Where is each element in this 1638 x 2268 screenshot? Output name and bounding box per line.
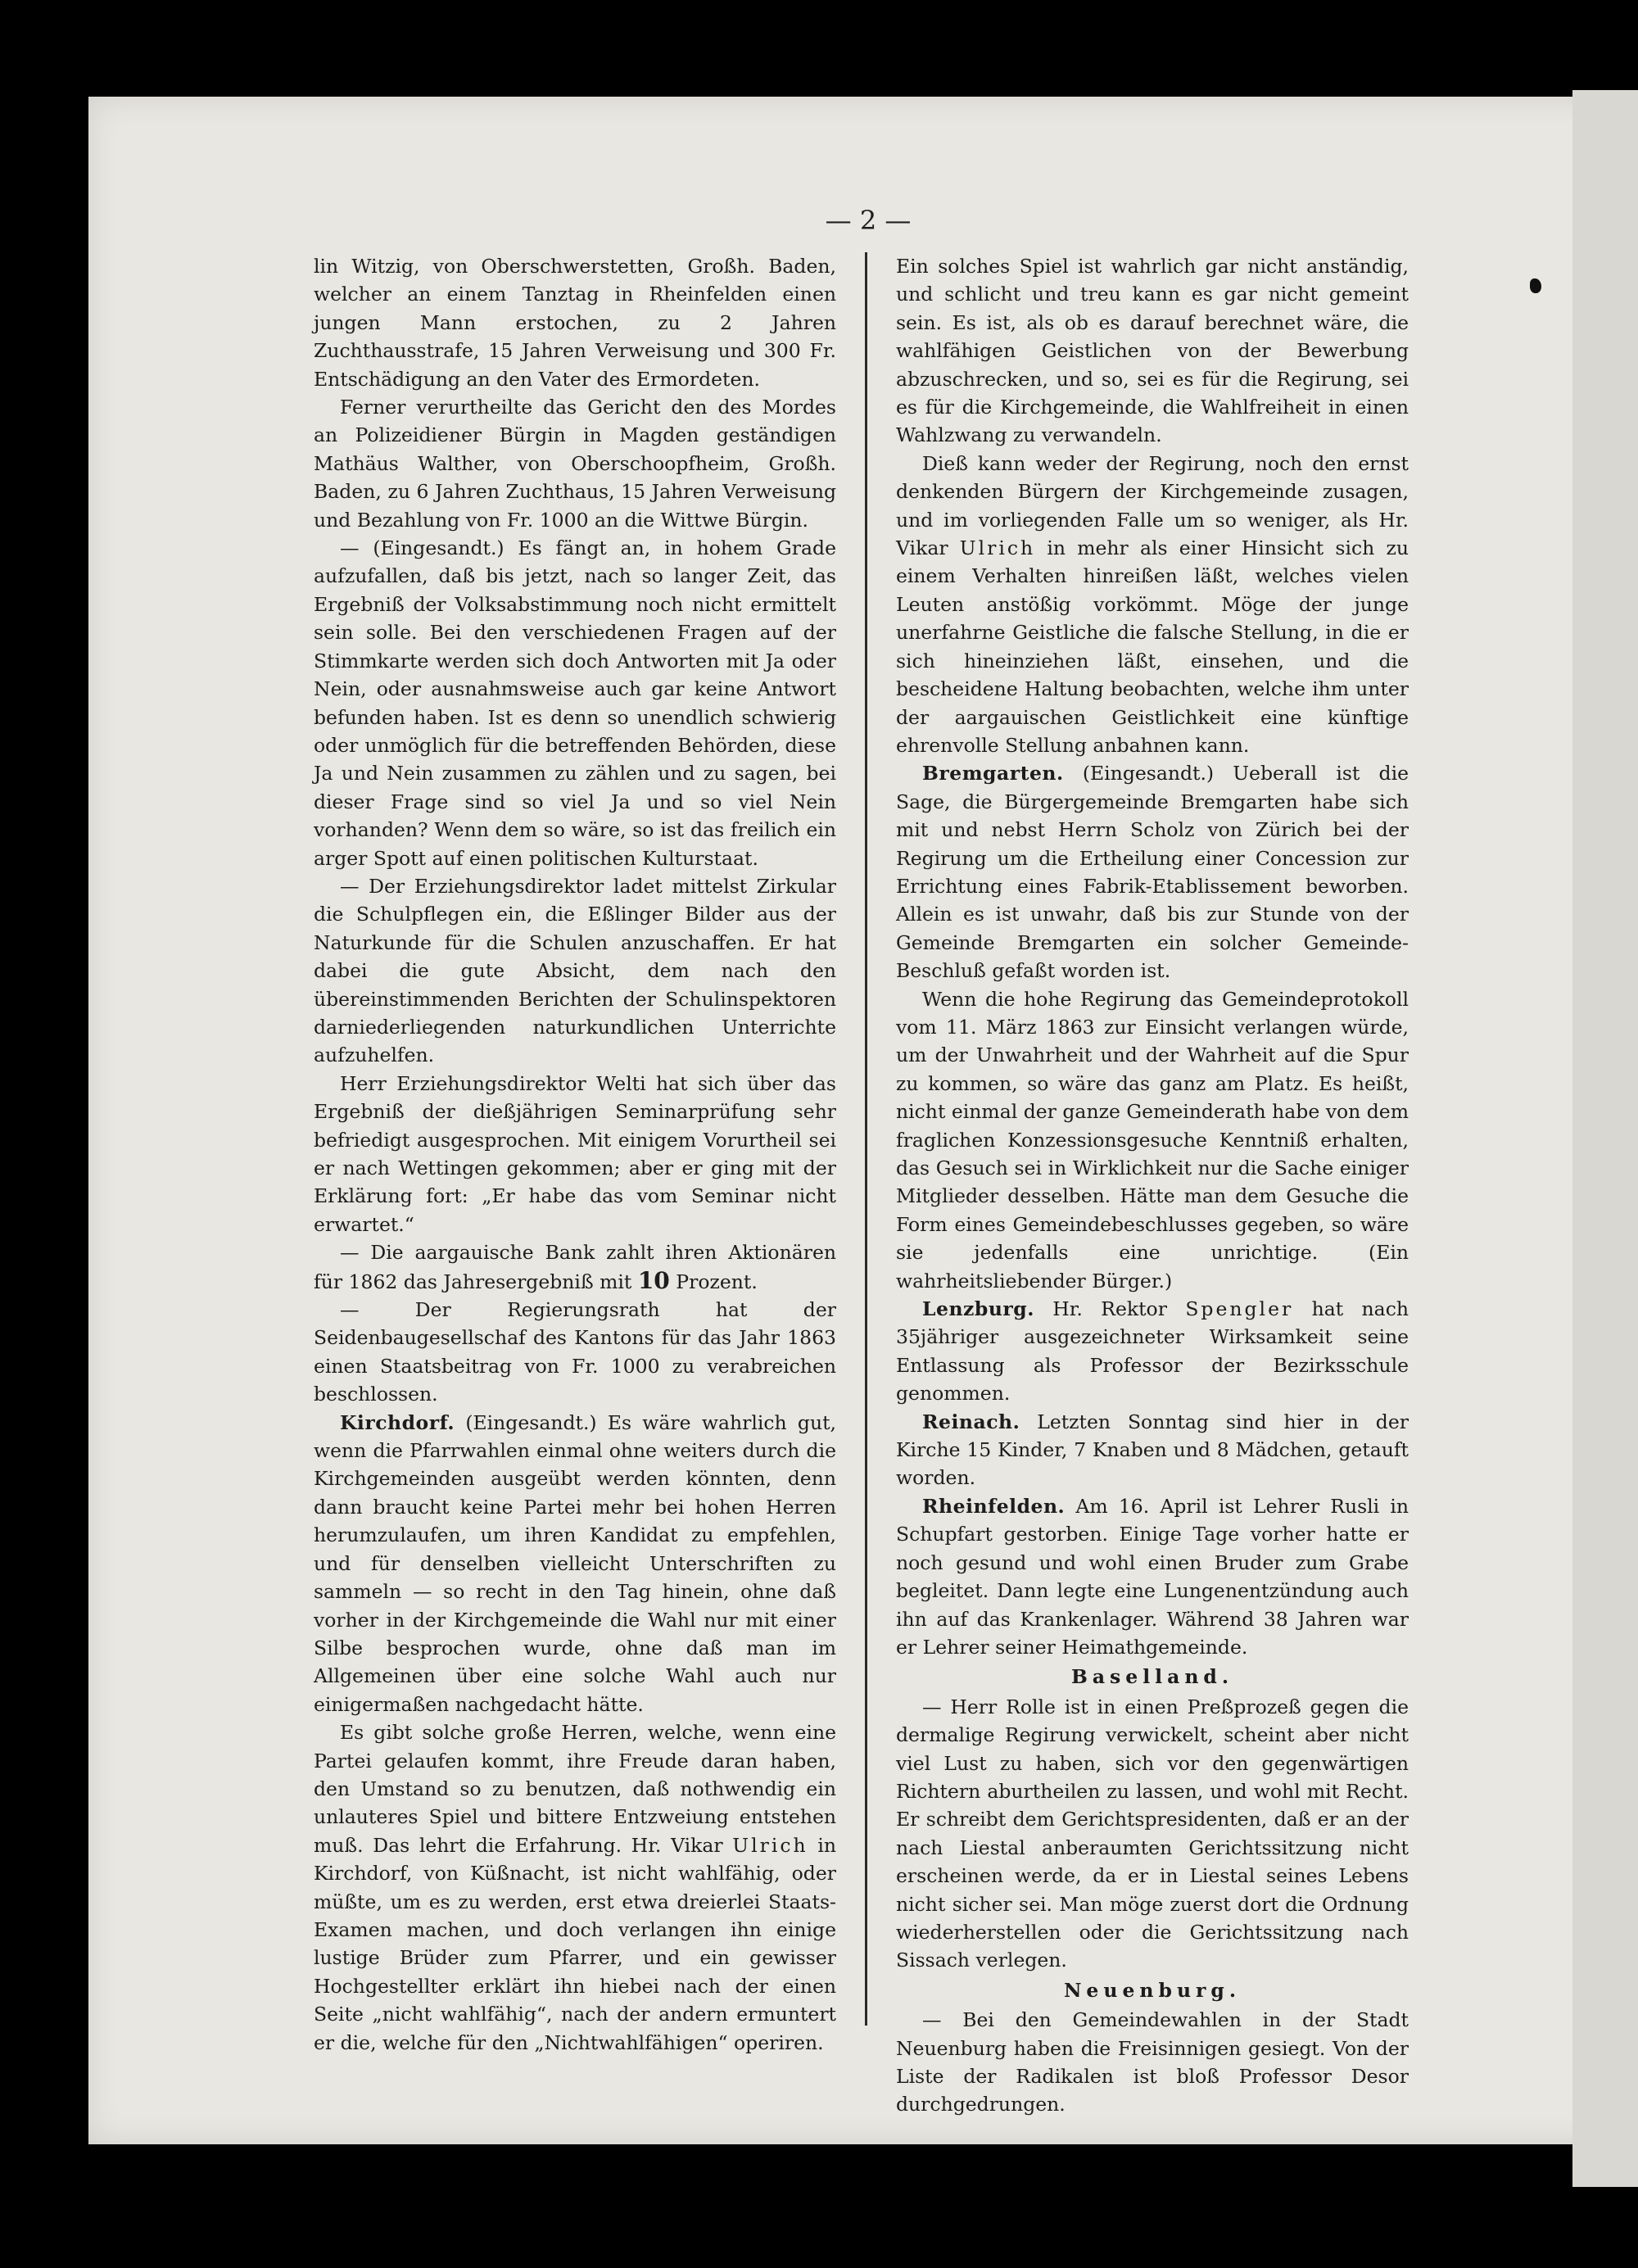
article-paragraph: Herr Erziehungsdirektor Welti hat sich über das Ergebniß der dießjährigen Seminarprüfung sehr befriedigt ausgesprochen. Mit einigem Vorurtheil sei er nach Wettingen gekommen; aber er ging mit der Erklärung fort: „Er habe das vom Seminar nicht erwartet.“ — [314, 1071, 836, 1236]
article-paragraph — [896, 1492, 1409, 1661]
text-run: (Eingesandt.) Ueberall ist die Sage, die Bürgergemeinde Bremgarten habe sich mit und nebst Herrn Scholz von Zürich bei der Regirung um die Ertheilung einer Concession zur Errichtung eines Fabrik-Etablissement beworben. Allein es ist unwahr, daß bis zur Stunde von der Gemeinde Bremgarten ein solcher Gemeinde-Beschluß gefaßt worden ist. — [896, 762, 1409, 983]
section-heading-baselland: Baselland. — [1070, 1665, 1234, 1689]
article-paragraph: — Bei den Gemeindewahlen in der Stadt Neuenburg haben die Freisinnigen gesiegt. Von der Liste der Radikalen ist bloß Professor Desor durchgedrungen. — [896, 2008, 1409, 2116]
place-name: Bremgarten. — [922, 762, 1064, 785]
text-run: hat nach 35jähriger ausgezeichneter Wirksamkeit seine Entlassung als Professor der Bezirksschule genommen. — [896, 1297, 1409, 1406]
article-paragraph: — Der Regierungsrath hat der Seidenbaugesellschaf des Kantons für das Jahr 1863 einen Staatsbeitrag von Fr. 1000 zu verabreichen beschlossen. — [314, 1298, 836, 1406]
text-run: in mehr als einer Hinsicht sich zu einem Verhalten hinreißen läßt, welches vielen Leuten anstößig vorkömmt. Möge der junge unerfahrne Geistliche die falsche Stellung, in die er sich hineinziehen läßt, einsehen, und die bescheidene Haltung beobachten, welche ihm unter der aargauischen Geistlichkeit eine künftige ehrenvolle Stellung anbahnen kann. — [896, 536, 1409, 757]
ink-speck — [1530, 278, 1541, 293]
text-run: Es gibt solche große Herren, welche, wenn eine Partei gelaufen kommt, ihre Freude daran haben, den Umstand so zu benutzen, daß nothwendig ein unlauteres Spiel und bittere Entzweiung entstehen muß. Das lehrt die Erfahrung. Hr. Vikar — [314, 1721, 836, 1857]
article-paragraph: lin Witzig, von Oberschwerstetten, Großh. Baden, welcher an einem Tanztag in Rheinfelden einen jungen Mann erstochen, zu 2 Jahren Zuchthausstrafe, 15 Jahren Verweisung und 300 Fr. Entschädigung an den Vater des Ermordeten. — [314, 255, 836, 391]
article-paragraph — [896, 1295, 1409, 1408]
place-name: Rheinfelden. — [922, 1494, 1066, 1518]
person-name: Ulrich — [732, 1833, 808, 1857]
article-paragraph: Ein solches Spiel ist wahrlich gar nicht anständig, und schlicht und treu kann es gar nicht gemeint sein. Es ist, als ob es darauf berechnet wäre, die wahlfähigen Geistlichen von der Bewerbung abzuschrecken, und so, sei es für die Regirung, sei es für die Kirchgemeinde, die Wahlfreiheit in einen Wahlzwang zu verwandeln. — [896, 255, 1409, 447]
text-run: Hr. Rektor — [1034, 1297, 1186, 1321]
section-heading-neuenburg: Neuenburg. — [1063, 1978, 1242, 2002]
person-name: Ulrich — [959, 536, 1036, 560]
right-column — [896, 252, 1409, 2119]
article-paragraph: — Herr Rolle ist in einen Preßprozeß gegen die dermalige Regirung verwickelt, scheint aber nicht viel Lust zu haben, sich vor den gegenwärtigen Richtern aburtheilen zu lassen, und wohl mit Recht. Er schreibt dem Gerichtspresidenten, daß er an der nach Liestal anberaumten Gerichtssitzung nicht erscheinen werde, da er in Liestal seines Lebens nicht sicher sei. Man möge zuerst dort die Ordnung wiederherstellen oder die Gerichtssitzung nach Sissach verlegen. — [896, 1695, 1409, 1972]
article-paragraph — [314, 1409, 836, 1718]
person-name: Spengler — [1185, 1297, 1294, 1321]
article-paragraph: Ferner verurtheilte das Gericht den des Mordes an Polizeidiener Bürgin in Magden geständigen Mathäus Walther, von Oberschoopfheim, Großh. Baden, zu 6 Jahren Zuchthaus, 15 Jahren Verweisung und Bezahlung von Fr. 1000 an die Wittwe Bürgin. — [314, 396, 836, 532]
article-paragraph: Wenn die hohe Regirung das Gemeindeprotokoll vom 11. März 1863 zur Einsicht verlangen würde, um der Unwahrheit und der Wahrheit auf die Spur zu kommen, so wäre das ganz am Platz. Es heißt, nicht einmal der ganze Gemeinderath habe von dem fraglichen Konzessionsgesuche Kenntniß erhalten, das Gesuch sei in Wirklichkeit nur die Sache einiger Mitglieder desselben. Hätte man dem Gesuche die Form eines Gemeindebeschlusses gegeben, so wäre sie jedenfalls eine unrichtige. (Ein wahrheitsliebender Bürger.) — [896, 987, 1409, 1292]
place-name: Lenzburg. — [922, 1297, 1034, 1321]
text-run: Am 16. April ist Lehrer Rusli in Schupfart gestorben. Einige Tage vorher hatte er noch gesund und wohl einen Bruder zum Grabe begleitet. Dann legte eine Lungenentzündung auch ihn auf das Krankenlager. Während 38 Jahren war er Lehrer seiner Heimathgemeinde. — [896, 1494, 1409, 1659]
next-page-edge — [1572, 90, 1638, 2187]
article-paragraph: — Der Erziehungsdirektor ladet mittelst Zirkular die Schulpflegen ein, die Eßlinger Bilder aus der Naturkunde für die Schulen anzuschaffen. Er hat dabei die gute Absicht, dem nach den übereinstimmenden Berichten der Schulinspektoren darniederliegenden naturkundlichen Unterrichte aufzuhelfen. — [314, 874, 836, 1067]
text-run: Dieß kann weder der Regirung, noch den ernst denkenden Bürgern der Kirchgemeinde zusagen, und im vorliegenden Falle um so weniger, als Hr. Vikar — [896, 451, 1409, 560]
article-paragraph — [314, 1238, 836, 1296]
column-rule — [865, 252, 867, 2026]
text-run: Letzten Sonntag sind hier in der Kirche 15 Kinder, 7 Knaben und 8 Mädchen, getauft worden. — [896, 1410, 1409, 1490]
article-paragraph — [896, 450, 1409, 759]
text-run: (Eingesandt.) Es wäre wahrlich gut, wenn die Pfarrwahlen einmal ohne weiters durch die Kirchgemeinden ausgeübt werden könnten, denn dann braucht keine Partei mehr bei hohen Herren herumzulaufen, um ihren Kandidat zu empfehlen, und für denselben vielleicht Unterschriften zu sammeln — so recht in den Tag hinein, ohne daß vorher in der Kirchgemeinde die Wahl nur mit einer Silbe besprochen wurde, ohne daß man im Allgemeinen über eine solche Wahl auch nur einigermaßen nachgedacht hätte. — [314, 1410, 836, 1716]
text-run: Prozent. — [669, 1270, 758, 1293]
text-run: — Die aargauische Bank zahlt ihren Aktionären für 1862 das Jahresergebniß mit — [314, 1241, 836, 1293]
place-name: Reinach. — [922, 1410, 1020, 1433]
text-run: in Kirchdorf, von Küßnacht, ist nicht wahlfähig, oder müßte, um es zu werden, erst etwa dreierlei Staats-Examen machen, und doch verlangen ihn einige lustige Brüder zum Pfarrer, und ein gewisser Hochgestellter erklärt ihn hiebei nach der einen Seite „nicht wahlfähig“, nach der andern ermuntert er die, welche für den „Nichtwahlfähigen“ operiren. — [314, 1833, 836, 2054]
page-number: — 2 — — [825, 205, 912, 236]
place-name: Kirchdorf. — [340, 1410, 455, 1434]
percent-value: 10 — [637, 1266, 670, 1294]
article-paragraph — [896, 759, 1409, 985]
article-paragraph — [314, 1718, 836, 2057]
article-paragraph: — (Eingesandt.) Es fängt an, in hohem Grade aufzufallen, daß bis jetzt, nach so langer Zeit, das Ergebniß der Volksabstimmung noch nicht ermittelt sein solle. Bei den verschiedenen Fragen auf der Stimmkarte werden sich doch Antworten mit Ja oder Nein, oder ausnahmsweise auch gar keine Antwort befunden haben. Ist es denn so unendlich schwierig oder unmöglich für die betreffenden Behörden, diese Ja und Nein zusammen zu zählen und zu sagen, bei dieser Frage sind so viel Ja und so viel Nein vorhanden? Wenn dem so wäre, so ist das freilich ein arger Spott auf einen politischen Kulturstaat. — [314, 536, 836, 870]
article-paragraph — [896, 1408, 1409, 1492]
left-column — [314, 252, 836, 2057]
